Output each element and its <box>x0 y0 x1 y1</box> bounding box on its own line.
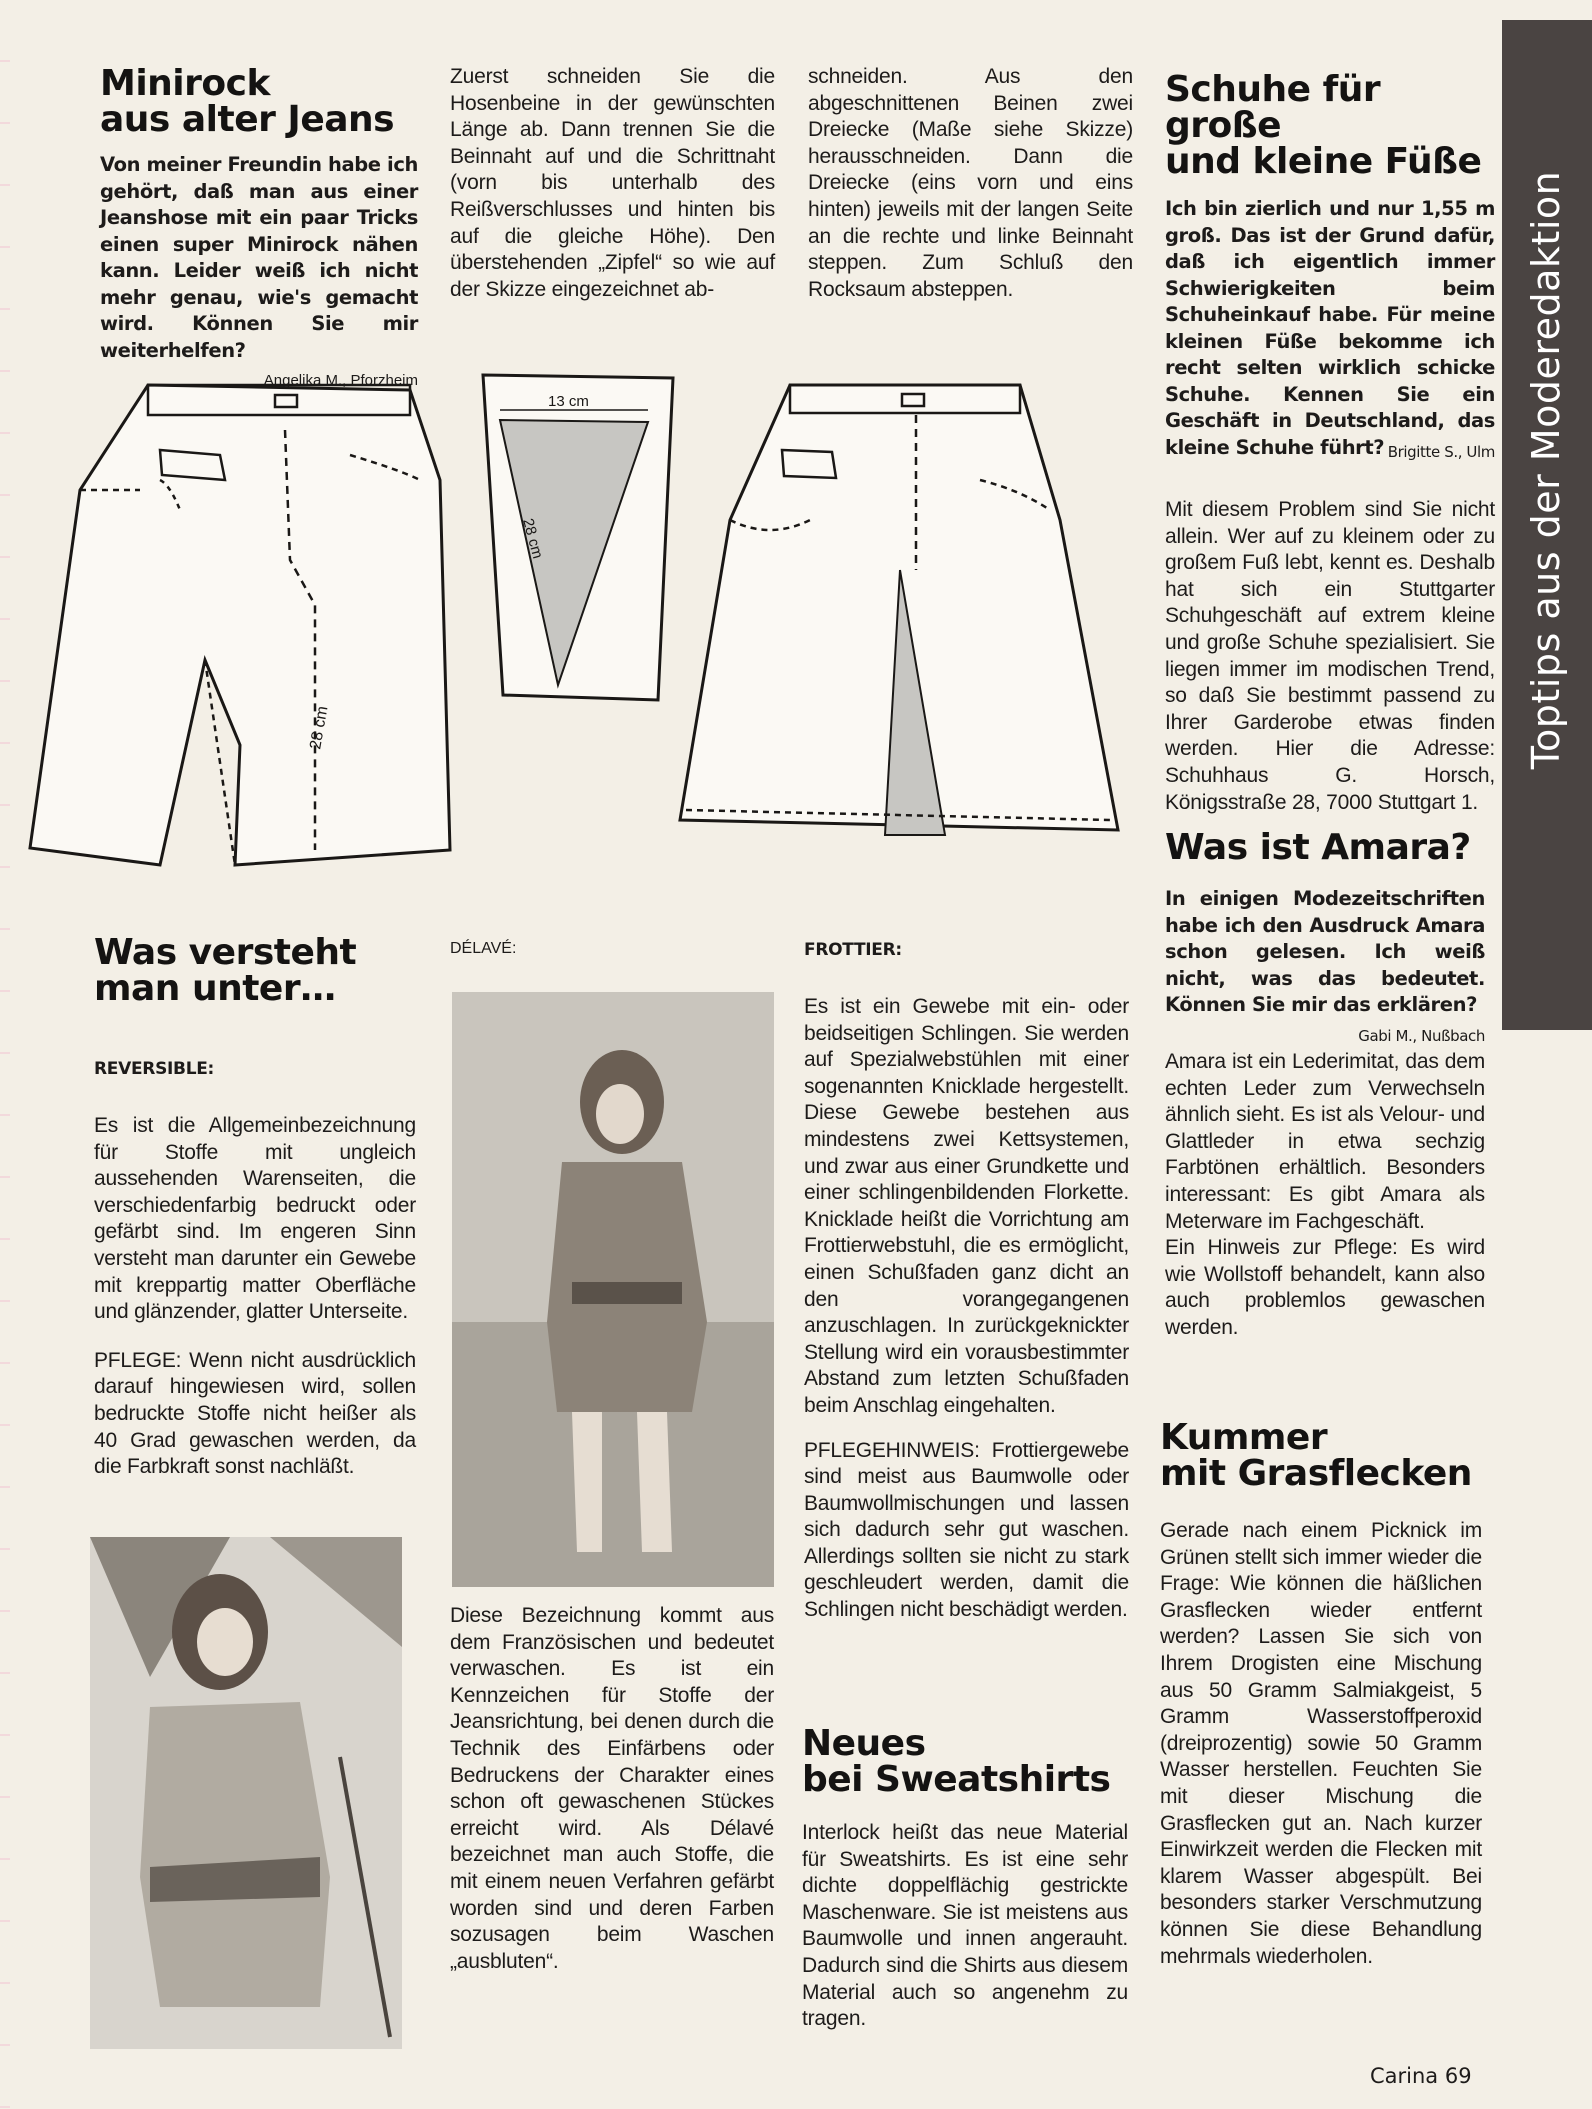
grasflecken-title-line2: mit Grasflecken <box>1160 1453 1472 1494</box>
amara-section <box>1165 827 1485 1342</box>
reversible-text: Es ist die Allgemeinbezeichnung für Stoffe mit ungleich aussehenden Warenseiten, die verschiedenfarbig bedruckt oder gefärbt sind. Im engeren Sinn versteht man darunter ein Gewebe mit kreppartig matter Oberfläche und glänzender, glatter Unterseite. <box>94 1114 416 1324</box>
minirock-answer-col3 <box>808 64 1133 303</box>
reversible-label: REVERSIBLE: <box>94 1059 215 1079</box>
reversible-photo <box>90 1537 402 2049</box>
amara-care: Ein Hinweis zur Pflege: Es wird wie Wollstoff behandelt, kann also auch problemlos gewaschen werden. <box>1165 1236 1485 1339</box>
triangle-width-label: 13 cm <box>548 393 589 410</box>
minirock-answer-text-2: schneiden. Aus den abgeschnittenen Beinen zwei Dreiecke (Maße siehe Skizze) herausschneiden. Dann die Dreiecke (eins vorn und eins hinten) jeweils mit der langen Seite an die rechte und linke Beinnaht steppen. Zum Schluß den Rocksaum absteppen. <box>808 65 1133 301</box>
minirock-signature: Angelika M., Pforzheim <box>263 372 418 389</box>
grasflecken-section <box>1160 1417 1482 1970</box>
amara-question <box>1165 886 1485 1045</box>
minirock-section <box>100 63 418 389</box>
minirock-question-text: Von meiner Freundin habe ich gehört, daß man aus einer Jeanshose mit ein paar Tricks einen super Minirock nähen kann. Leider weiß ich nicht mehr genau, wie's gemacht wird. Können Sie mir weiterhelfen? <box>100 153 418 362</box>
versteht-title-line2: man unter… <box>94 968 336 1009</box>
schuhe-question <box>1165 196 1495 461</box>
shorts-sketch-label: 28 cm <box>307 704 332 751</box>
triangle-height-label: 28 cm <box>519 516 547 561</box>
amara-answer: Amara ist ein Lederimitat, das dem echten Leder zum Verwechseln ähnlich sieht. Es ist als Velour- und Glattleder in etwa sechzig Farbtönen erhältlich. Besonders interessant: Es gibt Amara als Meterware im Fachgeschäft. <box>1165 1050 1485 1233</box>
magazine-name: Carina <box>1370 2064 1439 2088</box>
reversible-photo-illustration <box>90 1537 402 2049</box>
frottier-section <box>804 940 1129 1624</box>
minirock-answer-col2 <box>450 64 775 303</box>
schuhe-question-text: Ich bin zierlich und nur 1,55 m groß. Das ist der Grund dafür, daß ich eigentlich immer Schwierigkeiten beim Schuheinkauf habe. Für meine kleinen Füße bekomme ich recht selten wirklich schicke Schuhe. Kennen Sie ein Geschäft in Deutschland, das kleine Schuhe führt? <box>1165 197 1495 459</box>
schuhe-section <box>1165 69 1495 816</box>
side-tab-label: Toptips aus der Moderedaktion <box>1524 170 1568 770</box>
frottier-label: FROTTIER: <box>804 940 902 960</box>
frottier-care: PFLEGEHINWEIS: Frottiergewebe sind meist aus Baumwolle oder Baumwollmischungen und lassen sich dadurch sehr gut waschen. Allerdings sollten sie nicht zu stark geschleudert werden, damit die Schlingen nicht beschädigt werden. <box>804 1438 1129 1622</box>
minirock-title-line1: Minirock <box>100 63 270 104</box>
page-number: 69 <box>1444 2064 1472 2088</box>
sweatshirts-title-line1: Neues <box>802 1723 926 1764</box>
amara-title: Was ist Amara? <box>1165 827 1471 868</box>
page-footer <box>1370 2064 1472 2088</box>
frottier-text: Es ist ein Gewebe mit ein- oder beidseitigen Schlingen. Sie werden auf Spezialwebstühlen mit einer sogenannten Knicklade hergestellt. Diese Gewebe bestehen aus mindestens zwei Kettsystemen, und zwar aus einer Grundkette und einer schlingenbildenden Florkette. Knicklade heißt die Vorrichtung am Frottierwebstuhl, die es ermöglicht, einen Schußfaden ganz dicht an den vorangegangenen anzuschlagen. In zurückgeknickter Stellung wird ein vorausbestimmter Abstand zum letzten Schußfaden beim Anschlag eingehalten. <box>804 995 1129 1417</box>
skirt-sketch <box>670 370 1140 860</box>
delave-section <box>450 1603 774 1975</box>
minirock-title-line2: aus alter Jeans <box>100 99 395 140</box>
schuhe-answer: Mit diesem Problem sind Sie nicht allein. Wer auf zu kleinem oder zu großem Fuß lebt, kennt es. Deshalb hat sich ein Stuttgarter Schuhgeschäft auf extrem kleine und große Schuhe spezialisiert. Sie liegen immer im modischen Trend, so daß Sie bestimmt passend zu Ihrer Garderobe etwas finden werden. Hier die Adresse: Schuhhaus G. Horsch, Königsstraße 28, 7000 Stuttgart 1. <box>1165 498 1495 814</box>
schuhe-signature: Brigitte S., Ulm <box>1387 442 1495 461</box>
delave-text: Diese Bezeichnung kommt aus dem Französischen und bedeutet verwaschen. Es ist ein Kennzeichen für Stoffe der Jeansrichtung, bei denen durch die Technik des Einfärbens oder Bedruckens der Charakter eines schon oft gewaschenen Stückes erreicht wird. Als Délavé bezeichnet man auch Stoffe, die mit einem neuen Verfahren gefärbt worden sind und deren Farben sozusagen beim Waschen „ausbluten“. <box>450 1604 774 1973</box>
schuhe-title-line1: Schuhe für große <box>1165 69 1381 146</box>
sweatshirts-title-line2: bei Sweatshirts <box>802 1759 1111 1800</box>
grasflecken-title-line1: Kummer <box>1160 1417 1328 1458</box>
minirock-question <box>100 152 418 364</box>
delave-photo <box>452 992 774 1587</box>
page-edge <box>0 0 10 2109</box>
minirock-answer-text-1: Zuerst schneiden Sie die Hosenbeine in der gewünschten Länge ab. Dann trennen Sie die Beinnaht auf und die Schrittnaht (vorn bis unterhalb des Reißverschlusses und hinten bis auf die gleiche Höhe). Den überstehenden „Zipfel“ so wie auf der Skizze eingezeichnet ab- <box>450 65 775 301</box>
sweatshirts-text: Interlock heißt das neue Material für Sweatshirts. Es ist eine sehr dichte doppelflächig gestrickte Maschenware. Sie ist meistens aus Baumwolle und innen angerauht. Dadurch sind die Shirts aus diesem Material auch so angenehm zu tragen. <box>802 1821 1128 2031</box>
shorts-sketch <box>20 360 460 880</box>
grasflecken-text: Gerade nach einem Picknick im Grünen stellt sich immer wieder die Frage: Wie können die häßlichen Grasflecken wieder entfernt werden? Lassen Sie sich von Ihrem Drogisten eine Mischung aus 50 Gramm Salmiakgeist, 5 Gramm Wasserstoffperoxid (dreiprozentig) sowie 50 Gramm Wasser herstellen. Feuchten Sie mit dieser Mischung die Grasflecken gut an. Nach kurzer Einwirkzeit werden die Flecken mit klarem Wasser abgespült. Bei besonders starker Verschmutzung können Sie diese Behandlung mehrmals wiederholen. <box>1160 1519 1482 1968</box>
sweatshirts-section <box>802 1723 1128 2033</box>
triangle-sketch <box>478 370 678 710</box>
amara-signature: Gabi M., Nußbach <box>1358 1026 1485 1045</box>
delave-label: DÉLAVÉ: <box>450 940 517 957</box>
amara-question-text: In einigen Modezeitschriften habe ich den Ausdruck Amara schon gelesen. Ich weiß nicht, was das bedeutet. Können Sie mir das erklären? <box>1165 887 1485 1016</box>
versteht-title-line1: Was versteht <box>94 932 357 973</box>
versteht-section <box>94 932 416 1481</box>
schuhe-title-line2: und kleine Füße <box>1165 141 1482 182</box>
delave-photo-illustration <box>452 992 774 1587</box>
reversible-care: PFLEGE: Wenn nicht ausdrücklich darauf hingewiesen wird, sollen bedruckte Stoffe nicht heißer als 40 Grad gewaschen werden, da die Farbkraft sonst nachläßt. <box>94 1348 416 1479</box>
